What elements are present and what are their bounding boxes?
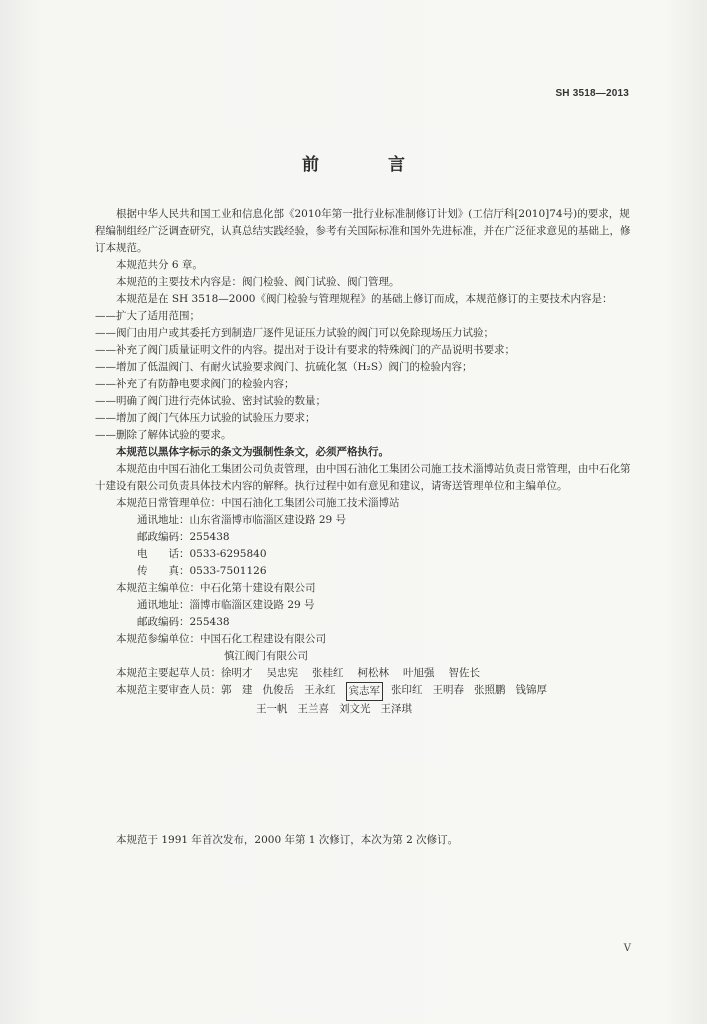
chief-editor-block [95, 580, 635, 631]
page-title: 前 言 [302, 155, 431, 175]
drafter-name: 徐明才 [221, 667, 253, 679]
reviewers-label: 本规范主要审查人员： [116, 684, 221, 696]
release-note: 本规范于 1991 年首次发布，2000 年第 1 次修订，本次为第 2 次修订。 [116, 834, 459, 846]
revision-item: ——增加了阀门气体压力试验的试验压力要求； [95, 412, 316, 424]
drafters-label: 本规范主要起草人员： [116, 667, 221, 679]
page-number: V [623, 943, 631, 954]
reviewer-name-boxed: 宾志军 [346, 682, 384, 701]
participants-block [95, 631, 635, 665]
paragraph-main-content: 本规范的主要技术内容是：阀门检验、阀门试验、阀门管理。 [116, 276, 400, 288]
participant-unit: 慎江阀门有限公司 [224, 650, 308, 662]
reviewers-block [95, 682, 635, 718]
reviewer-name: 郭 建 [221, 684, 253, 696]
revision-item: ——补充了有防静电要求阀门的检验内容； [95, 378, 295, 390]
paragraph-revision-basis: 本规范是在 SH 3518—2000《阀门检验与管理规程》的基础上修订而成，本规范修订的主要技术内容是： [116, 293, 613, 305]
daily-manager-name: 中国石油化工集团公司施工技术淄博站 [221, 497, 400, 509]
phone-label: 电 话： [137, 548, 190, 560]
address-label: 通讯地址： [137, 514, 190, 526]
revision-item: ——补充了阀门质量证明文件的内容。提出对于设计有要求的特殊阀门的产品说明书要求； [95, 344, 515, 356]
reviewer-name: 钱锦厚 [515, 684, 547, 696]
drafter-name: 吴忠宪 [266, 667, 298, 679]
chief-editor-name: 中石化第十建设有限公司 [200, 582, 316, 594]
drafters-block [95, 665, 635, 682]
reviewer-name: 王一帆 [256, 703, 288, 715]
drafter-name: 张桂红 [312, 667, 344, 679]
drafter-name: 智佐长 [448, 667, 480, 679]
reviewer-name: 刘文光 [339, 703, 371, 715]
reviewer-name: 张印红 [391, 684, 423, 696]
reviewer-name: 仇俊岳 [262, 684, 294, 696]
reviewer-name: 王明春 [432, 684, 464, 696]
participants-label: 本规范参编单位： [116, 633, 200, 645]
postcode-value: 255438 [189, 531, 230, 543]
participant-unit: 中国石化工程建设有限公司 [200, 633, 326, 645]
paragraph-management: 本规范由中国石油化工集团公司负责管理，由中国石油化工集团公司施工技术淄博站负责日常管理，由中石化第十建设有限公司负责具体技术内容的解释。执行过程中如有意见和建议，请寄送管理单位和主编单位。 [95, 463, 631, 492]
revision-item: ——明确了阀门进行壳体试验、密封试验的数量； [95, 395, 326, 407]
reviewer-name: 王永红 [304, 684, 336, 696]
phone-value: 0533-6295840 [189, 548, 267, 560]
chief-editor-label: 本规范主编单位： [116, 582, 200, 594]
document-body [95, 206, 635, 718]
fax-label: 传 真： [137, 565, 190, 577]
mandatory-note: 本规范以黑体字标示的条文为强制性条文，必须严格执行。 [116, 446, 389, 458]
reviewer-name: 张照鹏 [474, 684, 506, 696]
revision-list [95, 308, 635, 444]
paragraph-basis: 根据中华人民共和国工业和信息化部《2010年第一批行业标准制修订计划》(工信厅科[2010]74号)的要求，规程编制组经广泛调查研究，认真总结实践经验，参考有关国际标准和国外先进标准，并在广泛征求意见的基础上，修订本规范。 [95, 208, 631, 254]
revision-item: ——删除了解体试验的要求。 [95, 429, 232, 441]
reviewer-name: 王兰喜 [297, 703, 329, 715]
revision-item: ——扩大了适用范围； [95, 310, 200, 322]
fax-value: 0533-7501126 [189, 565, 267, 577]
reviewer-name: 王泽琪 [380, 703, 412, 715]
postcode-value: 255438 [189, 616, 230, 628]
standard-code: SH 3518—2013 [555, 88, 629, 99]
drafter-name: 柯松林 [357, 667, 389, 679]
postcode-label: 邮政编码： [137, 616, 190, 628]
daily-manager-label: 本规范日常管理单位： [116, 497, 221, 509]
address-value: 淄博市临淄区建设路 29 号 [189, 599, 315, 611]
address-value: 山东省淄博市临淄区建设路 29 号 [189, 514, 347, 526]
revision-item: ——阀门由用户或其委托方到制造厂逐件见证压力试验的阀门可以免除现场压力试验； [95, 327, 494, 339]
revision-item: ——增加了低温阀门、有耐火试验要求阀门、抗硫化氢（H₂S）阀门的检验内容； [95, 361, 473, 373]
address-label: 通讯地址： [137, 599, 190, 611]
paragraph-chapters: 本规范共分 6 章。 [116, 259, 203, 271]
postcode-label: 邮政编码： [137, 531, 190, 543]
daily-manager-block [95, 495, 635, 580]
drafter-name: 叶旭强 [403, 667, 435, 679]
